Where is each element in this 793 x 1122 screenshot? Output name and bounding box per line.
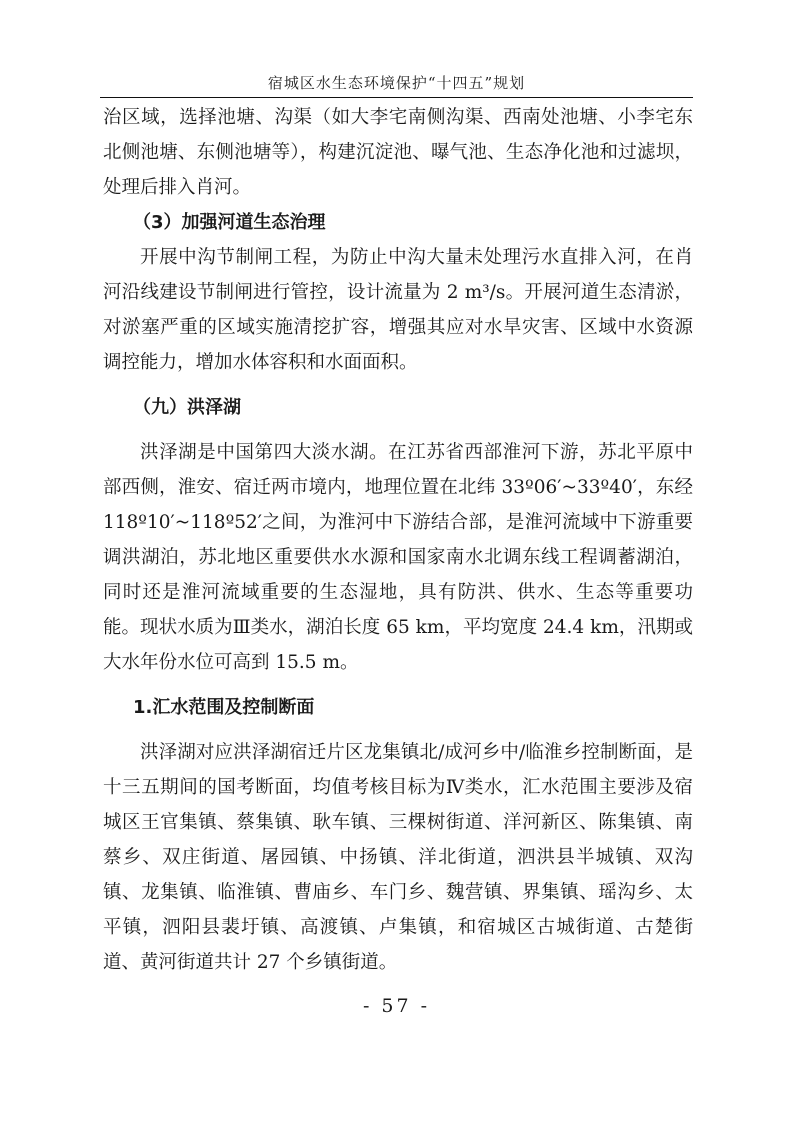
- section-heading-hongze-lake: （九）洪泽湖: [133, 397, 241, 418]
- section-heading-river-ecology: （3）加强河道生态治理: [133, 212, 326, 233]
- section-heading-catchment: 1.汇水范围及控制断面: [133, 697, 315, 718]
- header-rule: [100, 97, 693, 98]
- paragraph-river-ecology: 开展中沟节制闸工程，为防止中沟大量未处理污水直排入河，在肖河沿线建设节制闸进行管控，设计流量为 2 m³/s。开展河道生态清淤，对淤塞严重的区域实施清挖扩容，增强其应对水旱灾害、区域中水资源调控能力，增加水体容积和水面面积。: [103, 247, 693, 373]
- page-number: - 57 -: [362, 995, 431, 1017]
- running-header: 宿城区水生态环境保护“十四五”规划: [267, 74, 526, 92]
- paragraph-continued: 治区域，选择池塘、沟渠（如大李宅南侧沟渠、西南处池塘、小李宅东北侧池塘、东侧池塘等），构建沉淀池、曝气池、生态净化池和过滤坝，处理后排入肖河。: [103, 107, 693, 198]
- page-body: [103, 100, 693, 980]
- paragraph-hongze-lake: 洪泽湖是中国第四大淡水湖。在江苏省西部淮河下游，苏北平原中部西侧，淮安、宿迁两市境内，地理位置在北纬 33º06′~33º40′，东经 118º10′~118º52′之间，为淮河中下游结合部，是淮河流域中下游重要调洪湖泊，苏北地区重要供水水源和国家南水北调东线工程调蓄湖泊，同时还是淮河流域重要的生态湿地，具有防洪、供水、生态等重要功能。现状水质为Ⅲ类水，湖泊长度 65 km，平均宽度 24.4 km，汛期或大水年份水位可高到 15.5 m。: [103, 442, 693, 673]
- paragraph-catchment: 洪泽湖对应洪泽湖宿迁片区龙集镇北/成河乡中/临淮乡控制断面，是十三五期间的国考断面，均值考核目标为Ⅳ类水，汇水范围主要涉及宿城区王官集镇、蔡集镇、耿车镇、三棵树街道、洋河新区、陈集镇、南蔡乡、双庄街道、屠园镇、中扬镇、洋北街道，泗洪县半城镇、双沟镇、龙集镇、临淮镇、曹庙乡、车门乡、魏营镇、界集镇、瑶沟乡、太平镇，泗阳县裴圩镇、高渡镇、卢集镇，和宿城区古城街道、古楚街道、黄河街道共计 27 个乡镇街道。: [103, 742, 693, 973]
